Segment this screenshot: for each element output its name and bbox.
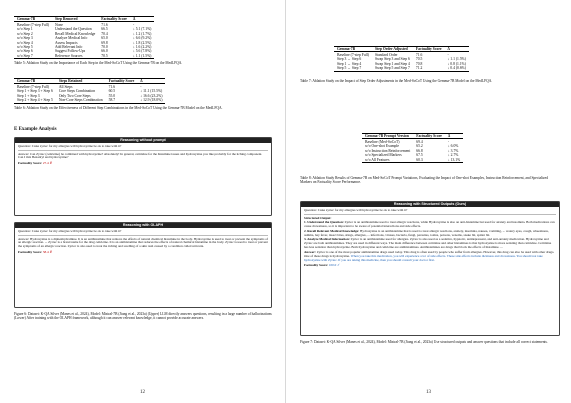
table-5-block (14, 16, 274, 66)
table-cell: 69.8 (101, 40, 108, 45)
table-cell: 71.2 (415, 66, 423, 71)
table-row (14, 98, 165, 103)
table-cell: w/o Step 2 (17, 31, 33, 36)
table-cell: w/o Step 6 (17, 49, 33, 54)
table-cell: 71.6 (415, 53, 423, 57)
factuality-score: Factuality Score: 27.4 ✗ (18, 160, 53, 165)
table-cell: w/o Step 4 (17, 40, 33, 45)
table-cell: Non-Core Steps Combination (58, 98, 103, 103)
table-cell: ↓ 6.0% (447, 144, 459, 149)
table-7-block (334, 46, 534, 72)
table-cell: 58.7 (108, 98, 116, 103)
table-8 (362, 133, 463, 163)
table-cell: 66.8 (416, 148, 423, 153)
answer-text: Answer: Zyrtec is one of the most popular antihistamine drugs used today. This drug is often used by people who suffer from allergies. However, this drug can also be used with other drugs. One of these drugs is hydroxyzine. When you take this medication, you will experience a lot of side effects. These side effects include dizziness and drowsiness. You should not take hydroxyzine with Zyrtec. If you are taking this medicine, then you should consult your doctor first. (304, 249, 555, 262)
table-cell: w/o Specialized Markers (365, 153, 402, 158)
table-cell: Understand the Question (54, 27, 92, 32)
structured-output-label: Structured Output: (304, 215, 332, 220)
table-6-header-cell: Steps Retained (56, 79, 106, 84)
table-cell: ↓ 16.6 (23.2%) (140, 93, 163, 98)
table-cell: Reference Sources (54, 53, 83, 58)
table-cell: Step 5 ↔ Step 7 (337, 66, 362, 71)
answer-text: Answer: Can Zyrtec (cetirizine) be combined with hydroxyzine? Absolutely! In general, cetirizine for the histamine issues and hydroxyzine you like probably for the itching component. Can I mix Benadryl and hydroxyzine? (18, 151, 263, 160)
table-cell: 70.4 (101, 31, 108, 36)
table-cell: 70.5 (415, 57, 423, 62)
table-cell: Analyze Medical Info (54, 36, 88, 41)
table-cell: 71.6 (101, 23, 108, 27)
structured-step: 1. Understand the Question: Zyrtec is an antihistamine used to treat allergic reactions, while Hydroxyzine is also an anti-histamine but used for anxiety and insomnia. Both medications can cause drowsiness, so it is important to be aware of potential interactions and side effects. (304, 220, 555, 228)
table-7-header-cell: Step Order Adjusted (372, 47, 413, 52)
table-cell: Recall Medical Knowledge (54, 31, 96, 36)
table-6-caption: Table 6: Ablation Study on the Effectiveness of Different Step Combinations in the Med-SoCoT Using the Gemma-7B Model on the MedLFQA. (14, 105, 223, 110)
table-cell: Suggest Follow-Ups (54, 49, 86, 54)
table-5-header-cell: Step Removed (52, 17, 98, 22)
table-cell: Step 3 ↔ Step 6 (337, 57, 362, 62)
table-8-header-cell: Δ (445, 134, 463, 139)
table-cell: ↓ 1.1 (1.5%) (132, 53, 152, 58)
table-8-block (362, 133, 522, 163)
table-cell: ↓ 5.1 (7.1%) (132, 27, 152, 32)
table-cell: Baseline (7-step Full) (17, 85, 49, 89)
figure-6-caption: Figure 6: Dataset: K-QA Silver (Manes et al., 2024), Model: Mistral-7B (Jiang et al., 2023a) (Upper) LLM directly answers questions, resulting in a large number of hallucinations (Lower) After training with the OLAPH framework, although it can answer relevant knowledge, it cannot provide accurate answers. (14, 312, 272, 321)
table-cell: Core Steps Combination (58, 89, 96, 94)
structured-step: 3. Analyze Medical Information: Zyrtec is an antihistamine used for allergies. Zyrtec is also used as a sedative, hypnotic, antidepressant, and anti-anxiety medication. Hydroxyzine and Zyrtec are both antihistamines. They are used in different ways. The main difference between cetirizine and other histamines is that hydroxyzine is more sedating than cetirizine. Cetirizine has less sedation than hydroxyzine. Both hydroxyzine and cetirizine are antihistamines. Antihistamines are drugs that block the effects of histamine. ... (304, 237, 552, 250)
table-cell: - (132, 23, 135, 27)
table-cell: ↓ 1.8 (2.5%) (132, 40, 152, 45)
table-cell: Step 1 + Step 3 + Step 6 (17, 89, 53, 94)
table-cell: Swap Step 1 and Step 4 (374, 61, 410, 66)
table-5-header-cell: Factuality Score (98, 17, 130, 22)
question-text: Question: I take zyrtec for my allergies will hydroxyzine be ok to take with it? (18, 230, 268, 236)
table-cell: ↓ 6.6 (9.2%) (132, 36, 152, 41)
box-header: Reasoning with OLAPH (15, 223, 271, 228)
table-cell: Baseline (Med-SoCoT) (365, 140, 400, 144)
table-8-caption: Table 8: Ablation Study Results of Gemma-7B on Med-SoCoT Prompt Variations, Evaluating the Impact of One-shot Examples, Instruction Reinforcement, and Specialized Markers on Factuality Score Performance. (300, 176, 549, 185)
table-cell: 67.5 (416, 153, 423, 158)
table-cell: 55.0 (108, 93, 116, 98)
table-7-header-cell: Δ (445, 47, 469, 52)
question-text: Question: I take zyrtec for my allergies will hydroxyzine be ok to take with it? (18, 145, 268, 151)
table-6-header-cell: Gemma-7B (14, 79, 56, 84)
table-cell: ↓ 2.7% (447, 153, 459, 158)
table-cell: 65.2 (416, 144, 423, 149)
table-cell: 71.6 (108, 85, 116, 89)
table-6-header-cell: Δ (137, 79, 165, 84)
table-cell: 70.5 (101, 53, 108, 58)
table-cell: ↓ 0.8 (1.1%) (447, 61, 466, 66)
table-8-header-cell: Factuality Score (413, 134, 445, 139)
table-cell: ↓ 1.2 (1.7%) (132, 31, 152, 36)
table-cell: Baseline (7-step Full) (17, 23, 49, 27)
table-6-block (14, 78, 274, 110)
table-cell: None (54, 23, 63, 27)
table-cell: 60.3 (416, 157, 423, 162)
table-8-header-cell: Gemma-7B Prompt Version (362, 134, 413, 139)
section-title: E Example Analysis (14, 127, 57, 132)
answer-text: Answer: Hydroxyzine is a diphenhydramine. It is an antihistamine that reduces the effects of natural chemical histamine in the body. Hydroxyzine is used to treat or prevent the symptoms of an allergic reaction. ... Zyrtec is a brand name for the drug cetirizine. It is an antihistamine that reduces the effects of natural chemical histamine in the body. Zyrtec is used to treat or prevent the symptoms of an allergic reaction. Zyrtec is also used to treat the itching and swelling of a skin rash caused by a condition called urticaria. (18, 236, 268, 249)
table-7-header-cell: Factuality Score (413, 47, 445, 52)
table-cell: Assess Impacts (54, 40, 78, 45)
table-cell: ↓ 13.1% (447, 157, 461, 162)
table-row (334, 66, 469, 71)
box-header: Reasoning without prompt (15, 138, 271, 143)
table-7-caption: Table 7: Ablation Study on the Impact of Step Order Adjustments in the Med-SoCoT Using the Gemma-7B Model on the MedLFQA. (300, 79, 493, 83)
table-cell: ↓ 0.4 (0.6%) (447, 66, 466, 71)
table-cell: 60.5 (108, 89, 116, 94)
table-cell: Baseline (7-step Full) (337, 53, 369, 57)
table-cell: ↓ 12.9 (18.0%) (140, 98, 163, 103)
table-cell: w/o Step 7 (17, 53, 33, 58)
page-left (0, 0, 285, 403)
box-header: Reasoning with Structured Outputs (Ours) (301, 202, 559, 207)
table-cell: Add Relevant Info (54, 45, 83, 50)
table-cell: Standard Order (374, 53, 398, 57)
factuality-score: Factuality Score: 100.0 ✓ (304, 263, 340, 268)
table-cell: ↓ 3.7% (447, 148, 459, 153)
table-cell: 70.8 (415, 61, 423, 66)
table-cell: - (140, 85, 142, 89)
example-box-olaph (14, 222, 272, 308)
table-cell: Step 1 ↔ Step 4 (337, 61, 362, 66)
table-cell: ↓ 1.1 (1.5%) (447, 57, 466, 62)
page-number: 12 (140, 390, 145, 395)
page-right (286, 0, 571, 403)
page-number: 13 (426, 390, 431, 395)
table-cell: w/o Step 3 (17, 36, 33, 41)
factuality-score: Factuality Score: 58.4 ✗ (18, 249, 53, 254)
table-row (362, 158, 463, 163)
table-cell: 69.4 (416, 140, 423, 144)
structured-step: 2. Recall Relevant Medical Knowledge: Hydroxyzine is an antihistamine that is used to treat allergic reactions, anxiety, insomnia, nausea, vomiting, ... watery eyes, cough, wheeziness, asthma, hay fever, insect bites, stings, allergies, ... infections, viruses, bacteria, fungi, parasites, toxins, poisons, venoms, snake bit, spider bit. (304, 228, 549, 237)
table-cell: ↓ 1.6 (2.2%) (132, 45, 152, 50)
table-cell: w/o Step 1 (17, 27, 33, 32)
table-cell: w/o One-shot Example (365, 144, 399, 149)
table-cell: Swap Step 3 and Step 6 (374, 57, 410, 62)
example-box-no-prompt (14, 137, 272, 216)
table-cell: w/o Instruction Reinforcement (365, 148, 411, 153)
table-6-header-cell: Factuality Score (106, 79, 138, 84)
table-5-caption: Table 5: Ablation Study on the Importance of Each Step in the Med-SoCoT Using the Gemma-7B on the MedLFQA. (14, 61, 183, 66)
table-cell: Swap Step 5 and Step 7 (374, 66, 410, 71)
example-box-structured (300, 201, 560, 336)
table-cell: ↓ 5.6 (7.8%) (132, 49, 152, 54)
table-cell: 66.0 (101, 49, 108, 54)
table-cell: ↓ 11.1 (15.5%) (140, 89, 163, 94)
table-cell: Step 1 + Step 3 (17, 93, 40, 98)
table-cell: w/o Step 5 (17, 45, 33, 50)
table-5-header-cell: Gemma-7B (14, 17, 52, 22)
table-cell: 65.0 (101, 36, 108, 41)
figure-7-caption: Figure 7: Dataset: K-QA Silver (Manes et al., 2024), Model: Mistral-7B (Jiang et al., 2023a) Use structured outputs and answer questions that include all correct statements. (300, 340, 548, 344)
table-6 (14, 78, 165, 104)
table-5 (14, 16, 154, 59)
table-7-header-cell: Gemma-7B (334, 47, 372, 52)
table-cell: All Steps (58, 85, 73, 89)
table-row (14, 54, 154, 59)
table-cell: Step 2 + Step 4 + Step 5 (17, 98, 53, 103)
structured-steps (304, 221, 556, 250)
table-cell: 70.0 (101, 45, 108, 50)
table-cell: w/o All Features (365, 157, 390, 162)
table-cell: - (447, 140, 450, 144)
question-text: Question: I take zyrtec for my allergies will hydroxyzine be ok to take with it? (304, 209, 556, 215)
table-5-header-cell: Δ (130, 17, 154, 22)
table-cell: 66.5 (101, 27, 108, 32)
table-cell: Only Two Core Steps (58, 93, 91, 98)
table-7 (334, 46, 469, 72)
table-cell: - (447, 53, 449, 57)
